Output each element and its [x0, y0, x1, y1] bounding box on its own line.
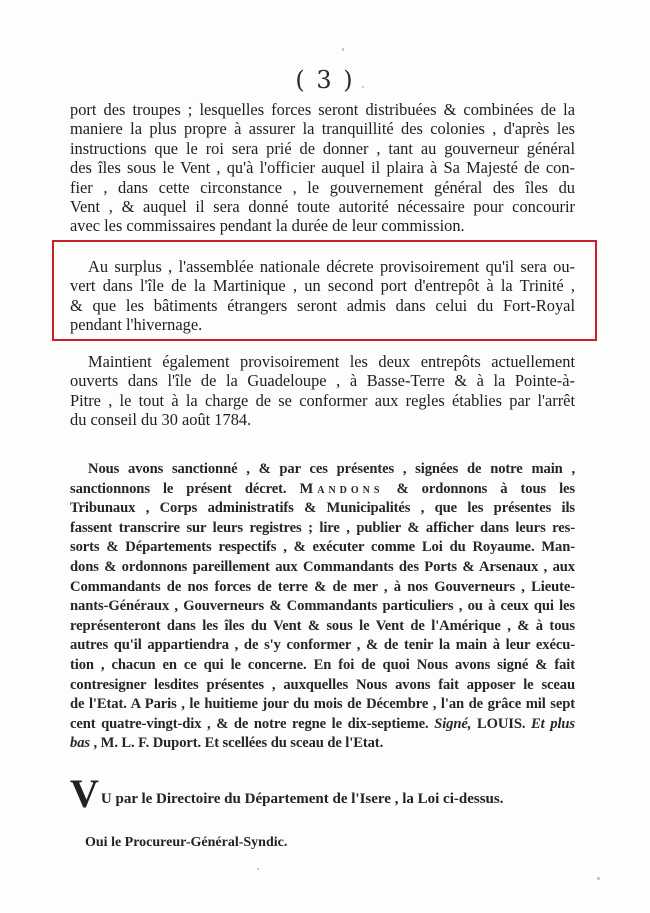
text-line: Nous avons sanctionné , & par ces présentes , signées de notre main ,: [88, 461, 575, 477]
paragraph-royal-sanction: [70, 460, 575, 754]
text-fragment: , M. L. F. Duport. Et scellées du sceau de l'Etat.: [93, 735, 384, 752]
text-line: Vent , & auquel il sera donné toute autorité nécessaire pour concourir: [70, 197, 575, 217]
signe-label: Signé,: [434, 715, 472, 732]
text-fragment: & ordonnons à tous les: [396, 480, 575, 497]
et-plus-label: Et plus: [531, 715, 575, 732]
text-line: & que les bâtiments étrangers seront admis dans celui du Fort-Royal: [70, 295, 575, 315]
text-line: Maintient également provisoirement les deux entrepôts actuellement: [88, 352, 575, 371]
paper-speck: [362, 86, 364, 88]
vu-directoire-line: [70, 771, 504, 816]
text-line: ouverts dans l'île de la Guadeloupe , à Basse-Terre & à la Pointe-à-: [70, 371, 575, 391]
text-line: Tribunaux , Corps administratifs & Municipalités , que les présentes ils: [70, 500, 575, 517]
text-line: maniere la plus propre à assurer la tranquillité des colonies , d'après les: [70, 119, 575, 139]
paragraph-martinique-highlighted: [70, 257, 575, 335]
text-line: avec les commissaires pendant la durée de leur commission.: [70, 216, 465, 236]
drop-capital: V: [70, 771, 99, 816]
text-fragment: cent quatre-vingt-dix , & de notre regne le dix-septieme.: [70, 715, 429, 732]
text-line: port des troupes ; lesquelles forces seront distribuées & combinées de la: [70, 100, 575, 119]
text-line: des îles sous le Vent , qu'à l'officier auquel il plaira à Sa Majesté de con-: [70, 158, 575, 178]
text-line: sorts & Départements respectifs , & exécuter comme Loi du Royaume. Man-: [70, 539, 575, 556]
text-line: pendant l'hivernage.: [70, 315, 203, 335]
paper-speck: [597, 877, 600, 880]
bas-label: bas: [70, 735, 90, 752]
text-line: fier , dans cette circonstance , le gouvernement général des îles du: [70, 177, 575, 197]
text-line: nants-Généraux , Gouverneurs & Commandants particuliers , ou à ceux qui les: [70, 598, 575, 615]
text-line: [70, 715, 575, 735]
text-line: dons & ordonnons pareillement aux Commandants des Ports & Arsenaux , aux: [70, 558, 575, 575]
paragraph-guadeloupe: [70, 352, 575, 430]
text-line: Au surplus , l'assemblée nationale décrete provisoirement qu'il sera ou-: [88, 257, 575, 276]
paper-speck: [342, 48, 344, 51]
text-line: du conseil du 30 août 1784.: [70, 410, 252, 430]
text-line: [70, 480, 575, 500]
page-number: ( 3 ): [295, 66, 355, 94]
text-line: Commandants de nos forces de terre & de mer , à nos Gouverneurs , Lieute-: [70, 578, 575, 595]
text-fragment: sanctionnons le présent décret.: [70, 480, 287, 497]
text-line: de l'Etat. A Paris , le huitieme jour du mois de Décembre , l'an de grâce mil sept: [70, 696, 575, 713]
text-line: vert dans l'île de la Martinique , un second port d'entrepôt à la Trinité ,: [70, 276, 575, 296]
mandons-smallcaps: Mandons: [299, 480, 384, 497]
text-line: [70, 734, 575, 754]
text-line: tion , chacun en ce qui le concerne. En foi de quoi Nous avons signé & fait: [70, 656, 575, 673]
text-line: représenteront dans les îles du Vent & sous le Vent de l'Amérique , & à tous: [70, 617, 575, 634]
paragraph-troops: [70, 100, 575, 236]
oui-procureur-line: Oui le Procureur-Général-Syndic.: [85, 835, 288, 850]
text-line: fassent transcrire sur leurs registres ; lire , publier & afficher dans leurs res-: [70, 519, 575, 536]
text-line: contresigner lesdites présentes , auxquelles Nous avons fait apposer le sceau: [70, 676, 575, 693]
paper-speck: [257, 868, 259, 870]
text-line: autres qu'il appartiendra , de s'y conformer , & de tenir la main à leur exécu-: [70, 637, 575, 654]
text-line: Pitre , le tout à la charge de se conformer aux regles établies par l'arrêt: [70, 390, 575, 410]
vu-text: U par le Directoire du Département de l'Isere , la Loi ci-dessus.: [100, 791, 504, 807]
text-line: instructions que le roi sera prié de donner , tant au gouverneur général: [70, 138, 575, 158]
signature-louis: LOUIS.: [476, 715, 526, 732]
